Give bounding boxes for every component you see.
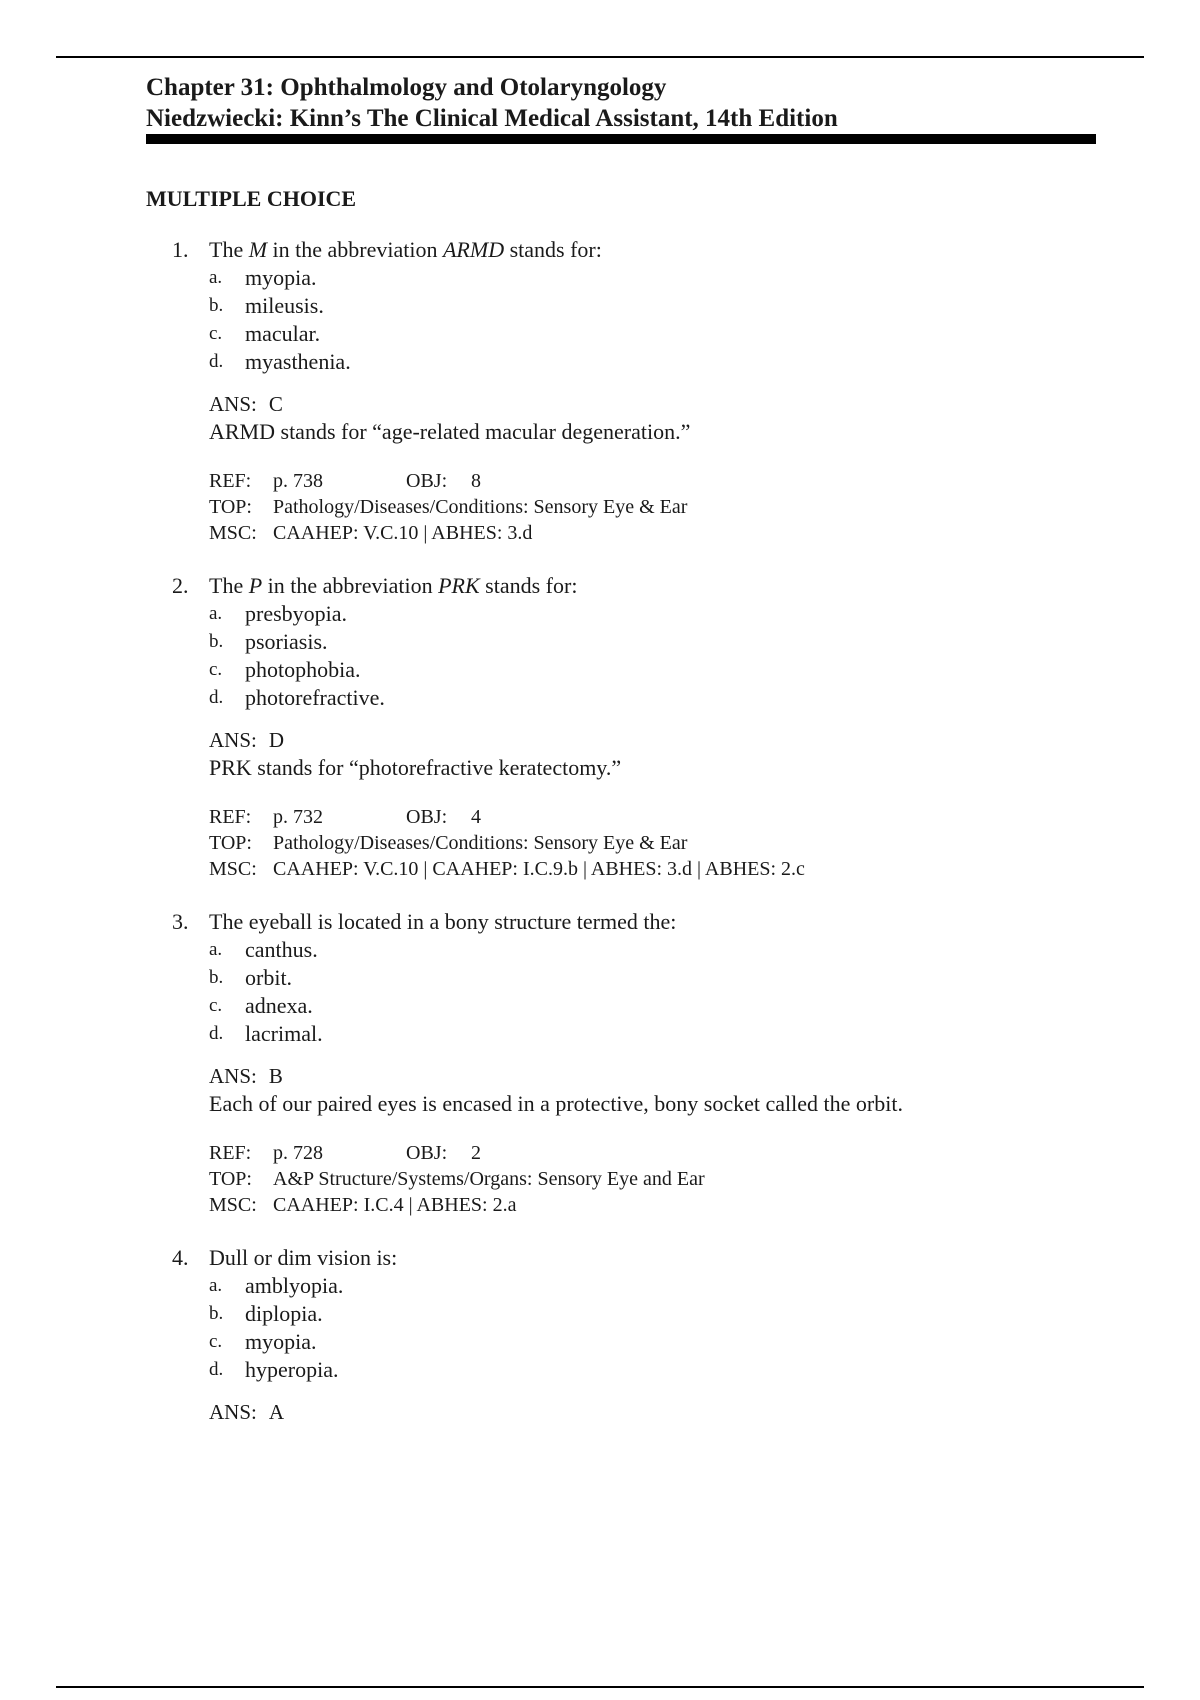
option-letter: c.: [209, 659, 223, 680]
msc-label: MSC:: [209, 858, 257, 880]
obj-value: 4: [471, 806, 481, 828]
bottom-rule: [56, 1686, 1144, 1688]
obj-label: OBJ:: [406, 470, 448, 492]
top-value: A&P Structure/Systems/Organs: Sensory Eye and Ear: [273, 1168, 705, 1190]
question-text: The M in the abbreviation ARMD stands for:: [209, 237, 602, 262]
option-text: canthus.: [245, 937, 318, 962]
answer-label: ANS:: [209, 1064, 257, 1088]
question-list: [0, 236, 1200, 1452]
option-text: diplopia.: [245, 1301, 323, 1326]
option-a: [0, 264, 1200, 292]
top-row: [209, 494, 1200, 520]
question-number: 3.: [172, 909, 189, 934]
option-letter: b.: [209, 967, 224, 988]
option-letter: a.: [209, 1275, 223, 1296]
option-d: [0, 348, 1200, 376]
question-number: 2.: [172, 573, 189, 598]
option-b: [0, 628, 1200, 656]
option-letter: b.: [209, 295, 224, 316]
question-stem: [0, 1244, 1200, 1272]
question-1: [0, 236, 1200, 546]
answer-line: [0, 390, 1200, 418]
option-letter: c.: [209, 1331, 223, 1352]
option-list: [0, 600, 1200, 712]
option-a: [0, 1272, 1200, 1300]
book-title: Niedzwiecki: Kinn’s The Clinical Medical Assistant, 14th Edition: [146, 105, 838, 132]
top-value: Pathology/Diseases/Conditions: Sensory Eye & Ear: [273, 496, 688, 518]
option-a: [0, 936, 1200, 964]
ref-value: p. 738: [273, 470, 323, 492]
option-text: mileusis.: [245, 293, 324, 318]
ref-label: REF:: [209, 806, 252, 828]
option-d: [0, 684, 1200, 712]
option-text: macular.: [245, 321, 321, 346]
msc-value: CAAHEP: V.C.10 | CAAHEP: I.C.9.b | ABHES: 3.d | ABHES: 2.c: [273, 858, 805, 880]
msc-value: CAAHEP: V.C.10 | ABHES: 3.d: [273, 522, 533, 544]
question-4: [0, 1244, 1200, 1426]
answer-label: ANS:: [209, 392, 257, 416]
option-list: [0, 1272, 1200, 1384]
option-b: [0, 964, 1200, 992]
question-metadata: [0, 1140, 1200, 1218]
question-number: 4.: [172, 1245, 189, 1270]
option-text: photorefractive.: [245, 685, 385, 710]
rationale: ARMD stands for “age-related macular degeneration.”: [209, 419, 691, 444]
ref-row: [209, 468, 1200, 494]
msc-row: [209, 856, 1200, 882]
rationale: PRK stands for “photorefractive keratectomy.”: [209, 755, 622, 780]
answer-label: ANS:: [209, 728, 257, 752]
msc-value: CAAHEP: I.C.4 | ABHES: 2.a: [273, 1194, 517, 1216]
option-letter: d.: [209, 351, 224, 372]
question-2: [0, 572, 1200, 882]
option-text: amblyopia.: [245, 1273, 344, 1298]
option-c: [0, 656, 1200, 684]
ref-row: [209, 804, 1200, 830]
msc-row: [209, 1192, 1200, 1218]
option-list: [0, 264, 1200, 376]
option-letter: b.: [209, 631, 224, 652]
option-letter: a.: [209, 267, 223, 288]
answer-value: C: [268, 392, 283, 416]
rationale: Each of our paired eyes is encased in a protective, bony socket called the orbit.: [209, 1091, 903, 1116]
option-d: [0, 1356, 1200, 1384]
option-b: [0, 292, 1200, 320]
question-stem: [0, 908, 1200, 936]
option-letter: a.: [209, 939, 223, 960]
top-rule: [56, 56, 1144, 58]
option-letter: b.: [209, 1303, 224, 1324]
obj-label: OBJ:: [406, 806, 448, 828]
option-c: [0, 992, 1200, 1020]
question-text: Dull or dim vision is:: [209, 1245, 398, 1270]
section-title: MULTIPLE CHOICE: [146, 186, 357, 211]
option-text: myopia.: [245, 265, 317, 290]
answer-line: [0, 1398, 1200, 1426]
option-letter: c.: [209, 323, 223, 344]
answer-value: A: [268, 1400, 285, 1424]
top-row: [209, 1166, 1200, 1192]
msc-label: MSC:: [209, 1194, 257, 1216]
question-3: [0, 908, 1200, 1218]
option-text: presbyopia.: [245, 601, 348, 626]
option-c: [0, 1328, 1200, 1356]
question-text: The eyeball is located in a bony structure termed the:: [209, 909, 677, 934]
top-value: Pathology/Diseases/Conditions: Sensory Eye & Ear: [273, 832, 688, 854]
option-text: photophobia.: [245, 657, 361, 682]
obj-value: 2: [471, 1142, 481, 1164]
top-label: TOP:: [209, 1168, 252, 1190]
obj-value: 8: [471, 470, 481, 492]
option-letter: d.: [209, 687, 224, 708]
question-number: 1.: [172, 237, 189, 262]
option-text: lacrimal.: [245, 1021, 323, 1046]
top-row: [209, 830, 1200, 856]
ref-value: p. 732: [273, 806, 323, 828]
answer-value: B: [268, 1064, 283, 1088]
question-stem: [0, 236, 1200, 264]
option-d: [0, 1020, 1200, 1048]
option-c: [0, 320, 1200, 348]
option-list: [0, 936, 1200, 1048]
option-letter: d.: [209, 1359, 224, 1380]
answer-value: D: [268, 728, 285, 752]
ref-row: [209, 1140, 1200, 1166]
top-label: TOP:: [209, 496, 252, 518]
ref-label: REF:: [209, 1142, 252, 1164]
msc-label: MSC:: [209, 522, 257, 544]
option-letter: d.: [209, 1023, 224, 1044]
option-text: orbit.: [245, 965, 293, 990]
option-text: myopia.: [245, 1329, 317, 1354]
obj-label: OBJ:: [406, 1142, 448, 1164]
header-rule: [146, 134, 1096, 144]
top-label: TOP:: [209, 832, 252, 854]
ref-value: p. 728: [273, 1142, 323, 1164]
answer-label: ANS:: [209, 1400, 257, 1424]
question-stem: [0, 572, 1200, 600]
question-metadata: [0, 804, 1200, 882]
chapter-title: Chapter 31: Ophthalmology and Otolaryngology: [146, 74, 667, 101]
answer-line: [0, 1062, 1200, 1090]
option-b: [0, 1300, 1200, 1328]
option-letter: a.: [209, 603, 223, 624]
question-text: The P in the abbreviation PRK stands for:: [209, 573, 578, 598]
option-text: myasthenia.: [245, 349, 351, 374]
answer-line: [0, 726, 1200, 754]
option-a: [0, 600, 1200, 628]
ref-label: REF:: [209, 470, 252, 492]
option-text: psoriasis.: [245, 629, 328, 654]
msc-row: [209, 520, 1200, 546]
document-header: [146, 72, 1096, 134]
option-text: adnexa.: [245, 993, 313, 1018]
option-text: hyperopia.: [245, 1357, 339, 1382]
option-letter: c.: [209, 995, 223, 1016]
question-metadata: [0, 468, 1200, 546]
